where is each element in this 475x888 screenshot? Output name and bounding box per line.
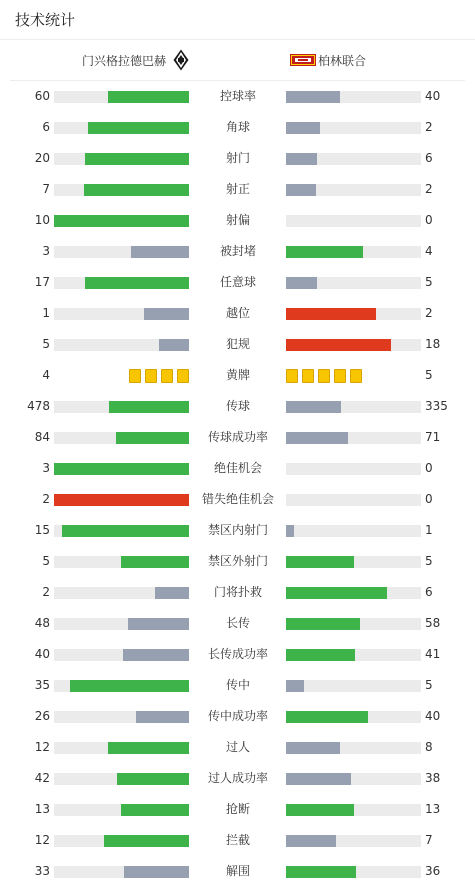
home-value: 17	[34, 275, 50, 289]
stat-row	[0, 329, 475, 360]
home-bar-track	[54, 432, 189, 444]
home-yellow-cards	[127, 369, 189, 383]
home-value: 35	[34, 678, 50, 692]
stat-row	[0, 639, 475, 670]
home-value: 4	[42, 368, 50, 382]
home-team-name: 门兴格拉德巴赫	[81, 53, 166, 68]
home-bar-track	[54, 680, 189, 692]
home-bar-fill	[121, 804, 189, 816]
stat-label: 任意球	[219, 275, 256, 289]
away-team-crest-icon	[290, 54, 316, 66]
away-bar-fill	[286, 153, 317, 165]
away-bar-track	[286, 618, 421, 630]
home-bar-track	[54, 556, 189, 568]
home-value: 2	[42, 585, 50, 599]
away-value: 5	[425, 554, 433, 568]
home-value: 7	[42, 182, 50, 196]
stat-label: 传球成功率	[207, 430, 268, 444]
away-bar-track	[286, 246, 421, 258]
home-bar-fill	[54, 463, 189, 475]
stat-row	[0, 856, 475, 887]
away-value: 6	[425, 585, 433, 599]
stat-label: 过人	[225, 740, 250, 754]
away-value: 5	[425, 678, 433, 692]
home-bar-fill	[116, 432, 189, 444]
away-bar-fill	[286, 866, 356, 878]
stat-row	[0, 453, 475, 484]
away-bar-track	[286, 122, 421, 134]
home-bar-fill	[104, 835, 189, 847]
home-bar-track	[54, 649, 189, 661]
yellow-card-icon	[145, 369, 157, 383]
stat-row	[0, 484, 475, 515]
away-value: 71	[425, 430, 441, 444]
stat-row	[0, 174, 475, 205]
stat-row	[0, 298, 475, 329]
stat-row	[0, 143, 475, 174]
away-bar-fill	[286, 804, 354, 816]
stat-row	[0, 825, 475, 856]
home-bar-fill	[70, 680, 189, 692]
stat-label: 控球率	[219, 89, 256, 103]
stat-row	[0, 360, 475, 391]
stat-row	[0, 608, 475, 639]
away-bar-track	[286, 184, 421, 196]
home-bar-fill	[108, 91, 189, 103]
stat-row	[0, 81, 475, 112]
stat-row	[0, 701, 475, 732]
home-value: 1	[42, 306, 50, 320]
home-value: 3	[42, 461, 50, 475]
stat-row	[0, 236, 475, 267]
away-value: 40	[425, 89, 441, 103]
away-bar-fill	[286, 91, 340, 103]
stat-label: 传中成功率	[207, 709, 268, 723]
home-bar-fill	[54, 215, 189, 227]
home-bar-track	[54, 308, 189, 320]
away-team[interactable]	[290, 40, 366, 80]
away-value: 7	[425, 833, 433, 847]
home-value: 478	[27, 399, 50, 413]
stat-label: 错失绝佳机会	[201, 492, 274, 506]
home-bar-fill	[117, 773, 189, 785]
away-bar-fill	[286, 742, 340, 754]
home-bar-fill	[155, 587, 189, 599]
home-value: 5	[42, 554, 50, 568]
away-bar-track	[286, 91, 421, 103]
stat-label: 传中	[225, 678, 250, 692]
away-bar-fill	[286, 277, 317, 289]
home-value: 12	[34, 833, 50, 847]
home-bar-track	[54, 804, 189, 816]
away-value: 1	[425, 523, 433, 537]
home-value: 5	[42, 337, 50, 351]
away-value: 2	[425, 120, 433, 134]
away-bar-track	[286, 587, 421, 599]
home-bar-fill	[84, 184, 189, 196]
home-bar-track	[54, 587, 189, 599]
stat-row	[0, 422, 475, 453]
home-bar-track	[54, 153, 189, 165]
away-bar-fill	[286, 122, 320, 134]
home-bar-fill	[128, 618, 189, 630]
stat-row	[0, 577, 475, 608]
away-bar-track	[286, 339, 421, 351]
stat-label: 角球	[225, 120, 250, 134]
home-team-crest-icon	[173, 49, 189, 71]
home-value: 42	[34, 771, 50, 785]
stat-label: 门将扑救	[213, 585, 262, 599]
stat-label: 被封堵	[219, 244, 256, 258]
away-value: 2	[425, 306, 433, 320]
away-bar-track	[286, 773, 421, 785]
stat-label: 禁区外射门	[207, 554, 268, 568]
away-yellow-cards	[286, 369, 364, 383]
away-value: 2	[425, 182, 433, 196]
home-bar-fill	[108, 742, 189, 754]
away-bar-track	[286, 835, 421, 847]
yellow-card-icon	[161, 369, 173, 383]
away-value: 0	[425, 213, 433, 227]
home-bar-track	[54, 277, 189, 289]
away-bar-fill	[286, 246, 363, 258]
stat-row	[0, 763, 475, 794]
home-bar-track	[54, 463, 189, 475]
stat-label: 长传	[225, 616, 250, 630]
stat-row	[0, 267, 475, 298]
away-value: 18	[425, 337, 441, 351]
home-bar-track	[54, 525, 189, 537]
home-bar-track	[54, 91, 189, 103]
stat-row	[0, 205, 475, 236]
away-team-name: 柏林联合	[318, 53, 367, 68]
home-value: 40	[34, 647, 50, 661]
away-value: 5	[425, 275, 433, 289]
page-header	[0, 0, 475, 40]
team-header	[10, 40, 465, 81]
away-bar-fill	[286, 401, 341, 413]
stat-label: 禁区内射门	[207, 523, 268, 537]
home-bar-fill	[121, 556, 189, 568]
yellow-card-icon	[286, 369, 298, 383]
away-bar-fill	[286, 587, 387, 599]
home-bar-track	[54, 215, 189, 227]
away-bar-fill	[286, 525, 294, 537]
stat-row	[0, 794, 475, 825]
away-bar-track	[286, 401, 421, 413]
stat-row	[0, 391, 475, 422]
home-bar-track	[54, 184, 189, 196]
away-bar-track	[286, 680, 421, 692]
stat-row	[0, 515, 475, 546]
away-bar-track	[286, 711, 421, 723]
home-bar-track	[54, 835, 189, 847]
home-value: 60	[34, 89, 50, 103]
away-bar-track	[286, 556, 421, 568]
home-bar-fill	[85, 153, 189, 165]
home-value: 48	[34, 616, 50, 630]
stat-label: 射正	[225, 182, 250, 196]
away-value: 40	[425, 709, 441, 723]
away-bar-fill	[286, 556, 354, 568]
home-bar-track	[54, 122, 189, 134]
stat-label: 拦截	[225, 833, 250, 847]
away-bar-track	[286, 866, 421, 878]
away-bar-track	[286, 649, 421, 661]
away-bar-track	[286, 215, 421, 227]
away-bar-fill	[286, 432, 348, 444]
away-bar-fill	[286, 618, 360, 630]
home-value: 84	[34, 430, 50, 444]
home-bar-track	[54, 618, 189, 630]
home-bar-fill	[109, 401, 189, 413]
yellow-card-icon	[129, 369, 141, 383]
away-value: 6	[425, 151, 433, 165]
home-bar-fill	[85, 277, 189, 289]
stat-row	[0, 546, 475, 577]
away-bar-track	[286, 494, 421, 506]
away-value: 58	[425, 616, 441, 630]
away-bar-fill	[286, 773, 351, 785]
away-value: 335	[425, 399, 448, 413]
away-value: 4	[425, 244, 433, 258]
stat-label: 越位	[225, 306, 250, 320]
stats-list	[0, 81, 475, 887]
home-bar-track	[54, 246, 189, 258]
yellow-card-icon	[318, 369, 330, 383]
stat-label: 犯规	[225, 337, 250, 351]
stat-label: 绝佳机会	[213, 461, 262, 475]
stat-label: 射偏	[225, 213, 250, 227]
away-bar-fill	[286, 339, 391, 351]
home-value: 6	[42, 120, 50, 134]
away-bar-fill	[286, 711, 368, 723]
home-value: 12	[34, 740, 50, 754]
away-bar-track	[286, 277, 421, 289]
home-value: 10	[34, 213, 50, 227]
away-bar-fill	[286, 308, 376, 320]
stat-label: 解围	[225, 864, 250, 878]
away-value: 8	[425, 740, 433, 754]
away-value: 5	[425, 368, 433, 382]
home-bar-fill	[124, 866, 189, 878]
stat-label: 传球	[225, 399, 250, 413]
home-value: 3	[42, 244, 50, 258]
home-bar-fill	[54, 494, 189, 506]
away-value: 0	[425, 492, 433, 506]
stat-row	[0, 732, 475, 763]
away-bar-track	[286, 525, 421, 537]
stat-label: 黄牌	[225, 368, 250, 382]
home-value: 13	[34, 802, 50, 816]
away-bar-fill	[286, 835, 336, 847]
away-bar-track	[286, 804, 421, 816]
stat-label: 射门	[225, 151, 250, 165]
home-bar-fill	[136, 711, 189, 723]
away-bar-fill	[286, 184, 316, 196]
home-bar-track	[54, 742, 189, 754]
home-bar-fill	[131, 246, 189, 258]
away-bar-track	[286, 432, 421, 444]
yellow-card-icon	[302, 369, 314, 383]
yellow-card-icon	[350, 369, 362, 383]
yellow-card-icon	[177, 369, 189, 383]
away-value: 13	[425, 802, 441, 816]
home-value: 15	[34, 523, 50, 537]
away-value: 38	[425, 771, 441, 785]
home-team[interactable]	[82, 40, 189, 80]
away-value: 41	[425, 647, 441, 661]
yellow-card-icon	[334, 369, 346, 383]
home-bar-fill	[62, 525, 189, 537]
away-bar-track	[286, 463, 421, 475]
stat-label: 过人成功率	[207, 771, 268, 785]
home-value: 2	[42, 492, 50, 506]
home-value: 26	[34, 709, 50, 723]
home-value: 20	[34, 151, 50, 165]
home-bar-track	[54, 711, 189, 723]
stat-label: 长传成功率	[207, 647, 268, 661]
home-bar-fill	[159, 339, 189, 351]
home-bar-track	[54, 339, 189, 351]
home-value: 33	[34, 864, 50, 878]
away-bar-track	[286, 742, 421, 754]
stat-label: 抢断	[225, 802, 250, 816]
home-bar-fill	[144, 308, 189, 320]
stat-row	[0, 112, 475, 143]
away-value: 36	[425, 864, 441, 878]
away-bar-fill	[286, 680, 304, 692]
away-bar-track	[286, 308, 421, 320]
home-bar-track	[54, 401, 189, 413]
home-bar-track	[54, 866, 189, 878]
stat-row	[0, 670, 475, 701]
home-bar-fill	[88, 122, 189, 134]
page-title: 技术统计	[15, 11, 76, 29]
away-bar-fill	[286, 649, 355, 661]
home-bar-track	[54, 494, 189, 506]
home-bar-fill	[123, 649, 189, 661]
away-value: 0	[425, 461, 433, 475]
away-bar-track	[286, 153, 421, 165]
home-bar-track	[54, 773, 189, 785]
